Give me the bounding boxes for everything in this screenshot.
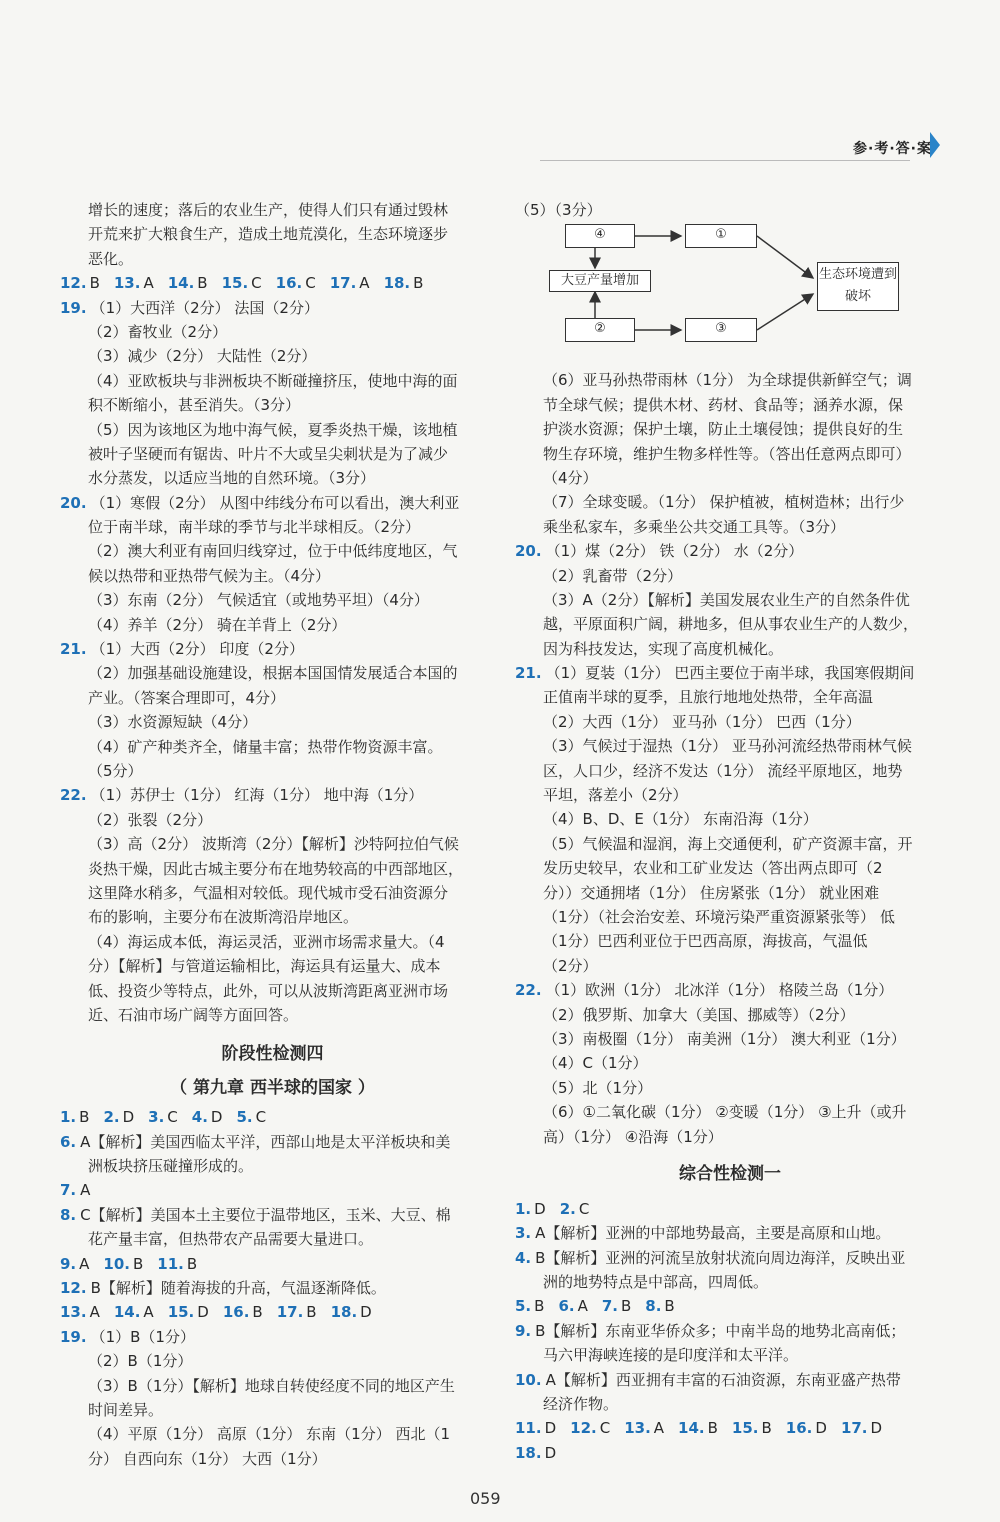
mc-answer: 14. B — [678, 1419, 718, 1438]
answer-line — [60, 296, 485, 320]
answer-line — [515, 1319, 945, 1343]
answer-text: （6）亚马孙热带雨林（1分） 为全球提供新鲜空气；调 — [543, 371, 912, 390]
question-number: 19. — [60, 1327, 87, 1346]
answer-text: 分））交通拥堵（1分） 住房紧张（1分） 就业困难 — [543, 883, 880, 902]
answer-line — [60, 1003, 485, 1027]
answer-text: A【解析】美国西临太平洋，西部山地是太平洋板块和美 — [80, 1132, 451, 1151]
answer-line — [60, 588, 485, 612]
answer-line — [515, 1416, 945, 1440]
mc-answer: 13. A — [113, 274, 154, 293]
answer-text: 经济作物。 — [543, 1395, 619, 1414]
answer-text: 乘坐私家车，多乘坐公共交通工具等。（3分） — [543, 517, 846, 536]
answer-text: （2）加强基础设施建设，根据本国国情发展适合本国的 — [88, 664, 458, 683]
page-number: 059 — [470, 1489, 501, 1508]
answer-text: （1）B（1分） — [90, 1327, 195, 1346]
answer-line — [515, 807, 945, 831]
answer-line — [515, 1100, 945, 1124]
mc-answer: 18. B — [383, 274, 424, 293]
mc-answer: 12. C — [570, 1419, 611, 1438]
answer-line — [60, 930, 485, 954]
answer-text: （1）大西洋（2分） 法国（2分） — [90, 298, 319, 317]
right-column — [515, 198, 945, 1465]
answer-text: （3）B（1分）【解析】地球自转使经度不同的地区产生 — [88, 1376, 455, 1395]
answer-line — [60, 1154, 485, 1178]
answer-text: （4）海运成本低，海运灵活，亚洲市场需求量大。（4 — [88, 932, 445, 951]
answer-text: （5）气候温和湿润，海上交通便利，矿产资源丰富，开 — [543, 834, 913, 853]
answer-text: B【解析】东南亚华侨众多；中南半岛的地势北高南低； — [535, 1321, 906, 1340]
answer-text: 马六甲海峡连接的是印度洋和太平洋。 — [543, 1346, 799, 1365]
header-divider — [540, 160, 910, 161]
answer-text: 位于南半球，南半球的季节与北半球相反。（2分） — [88, 518, 421, 537]
answer-text: 近、石油市场广阔等方面回答。 — [88, 1005, 299, 1024]
question-number: 21. — [515, 664, 542, 683]
left-answers — [60, 198, 485, 1027]
mc-answer: 3. C — [148, 1108, 178, 1127]
flow-diagram — [543, 222, 903, 368]
answer-line — [515, 442, 945, 466]
answer-line — [60, 783, 485, 807]
answer-text: （3）高（2分） 波斯湾（2分）【解析】沙特阿拉伯气候 — [88, 835, 459, 854]
answer-text: （7）全球变暖。（1分） 保护植被，植树造林；出行少 — [543, 493, 905, 512]
answer-text: （3）东南（2分） 气候适宜（或地势平坦）（4分） — [88, 591, 429, 610]
answer-line — [515, 1270, 945, 1294]
answer-line — [60, 442, 485, 466]
answer-text: 被叶子坚硬而有锯齿、叶片不大或呈尖刺状是为了减少 — [88, 444, 449, 463]
answer-line — [60, 222, 485, 246]
answer-line — [60, 1203, 485, 1227]
answer-line — [515, 417, 945, 441]
answer-text: （4）平原（1分） 高原（1分） 东南（1分） 西北（1 — [88, 1425, 451, 1444]
answer-text: 恶化。 — [88, 249, 134, 268]
answer-line — [515, 466, 945, 490]
answer-line — [515, 856, 945, 880]
mc-answer: 5. C — [236, 1108, 267, 1127]
question-number: 4. — [515, 1248, 532, 1267]
mc-answer: 17. A — [329, 274, 370, 293]
answer-line — [60, 661, 485, 685]
question-number: 6. — [60, 1132, 77, 1151]
mc-answer: 16. C — [275, 274, 316, 293]
answer-line — [60, 1398, 485, 1422]
answer-line — [60, 881, 485, 905]
answer-text: 炎热干燥，因此古城主要分布在地势较高的中西部地区， — [88, 859, 464, 878]
answer-line — [515, 1392, 945, 1416]
mc-answer: 2. D — [103, 1108, 135, 1127]
question-number: 3. — [515, 1224, 532, 1243]
answer-line — [515, 1246, 945, 1270]
answer-line — [60, 344, 485, 368]
answer-text: （1）煤（2分） 铁（2分） 水（2分） — [545, 542, 804, 561]
answer-text: 分）【解析】与管道运输相比，海运具有运量大、成本 — [88, 957, 441, 976]
answer-text: （6）①二氧化碳（1分） ②变暖（1分） ③上升（或升 — [543, 1103, 907, 1122]
answer-text: （1分）（社会治安差、环境污染严重资源紧张等） 低 — [543, 907, 895, 926]
mc-answer: 5. B — [515, 1297, 545, 1316]
answer-line — [515, 490, 945, 514]
mc-answer: 10. B — [103, 1254, 144, 1273]
answer-line — [60, 1178, 485, 1202]
mc-answer: 4. D — [191, 1108, 223, 1127]
answer-line — [60, 637, 485, 661]
answer-line — [515, 685, 945, 709]
answer-line — [60, 1276, 485, 1300]
answer-text: 时间差异。 — [88, 1400, 164, 1419]
answer-line — [60, 491, 485, 515]
answer-line — [60, 759, 485, 783]
answer-text: 发历史较早，农业和工矿业发达（答出两点即可（2 — [543, 859, 883, 878]
question-number: 7. — [60, 1181, 77, 1200]
answer-text: （4分） — [543, 468, 598, 487]
mc-answer: 17. D — [840, 1419, 883, 1438]
answer-text: （2）澳大利亚有南回归线穿过，位于中低纬度地区，气 — [88, 542, 458, 561]
answer-line — [515, 734, 945, 758]
answer-text: 区，人口少，经济不发达（1分） 流经平原地区，地势 — [543, 761, 903, 780]
mc-answer: 12. B — [60, 274, 100, 293]
answer-text: （2）B（1分） — [88, 1352, 193, 1371]
answer-text: （1）夏装（1分） 巴西主要位于南半球，我国寒假期间 — [545, 664, 915, 683]
answer-line — [515, 1368, 945, 1392]
right-answers-2 — [515, 1197, 945, 1465]
answer-text: （2）俄罗斯、加拿大（美国、挪威等）（2分） — [543, 1005, 855, 1024]
mc-answer: 15. D — [167, 1303, 209, 1322]
answer-text: （2）大西（1分） 亚马孙（1分） 巴西（1分） — [543, 712, 861, 731]
answer-line — [60, 832, 485, 856]
answer-text: 这里降水稍多，气温相对较低。现代城市受石油资源分 — [88, 883, 449, 902]
diagram-label: （5）（3分） — [515, 201, 602, 219]
answer-line — [515, 905, 945, 929]
answer-line — [60, 686, 485, 710]
answer-line — [515, 759, 945, 783]
answer-text: 产业。（答案合理即可，4分） — [88, 688, 286, 707]
header-arrow-icon — [930, 132, 940, 158]
answer-line — [60, 1130, 485, 1154]
answer-line — [60, 198, 485, 222]
question-number: 22. — [60, 786, 87, 805]
page-header: 参·考·答·案 — [853, 141, 932, 157]
answer-line — [60, 320, 485, 344]
answer-text: 增长的速度；落后的农业生产，使得人们只有通过毁林 — [88, 201, 449, 219]
answer-line — [515, 954, 945, 978]
answer-text: A【解析】亚洲的中部地势最高，主要是高原和山地。 — [535, 1224, 891, 1243]
mc-answer: 1. B — [60, 1108, 90, 1127]
answer-line — [515, 515, 945, 539]
answer-text: 高）（1分） ④沿海（1分） — [543, 1127, 723, 1146]
answer-line — [60, 979, 485, 1003]
answer-line — [60, 1349, 485, 1373]
answer-text: 水分蒸发，以适应当地的自然环境。（3分） — [88, 469, 376, 488]
answer-text: （3）气候过于湿热（1分） 亚马孙河流经热带雨林气候 — [543, 737, 912, 756]
question-number: 21. — [60, 640, 87, 659]
answer-line — [515, 393, 945, 417]
answer-line — [515, 978, 945, 1002]
answer-text: （3）水资源短缺（4分） — [88, 713, 258, 732]
right-answers — [515, 368, 945, 1149]
question-number: 20. — [60, 493, 87, 512]
answer-line — [60, 710, 485, 734]
mc-answer: 2. C — [559, 1199, 590, 1218]
answer-text: （1）苏伊士（1分） 红海（1分） 地中海（1分） — [90, 786, 424, 805]
answer-text: （4）亚欧板块与非洲板块不断碰撞挤压，使地中海的面 — [88, 371, 458, 390]
mc-answer: 16. B — [222, 1303, 263, 1322]
answer-text: 布的影响，主要分布在波斯湾沿岸地区。 — [88, 908, 359, 927]
mc-answer: 18. D — [330, 1303, 372, 1322]
answer-line — [515, 783, 945, 807]
answer-line — [60, 515, 485, 539]
answer-text: 洲板块挤压碰撞形成的。 — [88, 1157, 254, 1176]
answer-text: 平坦，落差小（2分） — [543, 786, 688, 805]
answer-line — [60, 369, 485, 393]
answer-text: （2）乳畜带（2分） — [543, 566, 683, 585]
mc-answer: 16. D — [785, 1419, 827, 1438]
mc-answer: 6. A — [558, 1297, 588, 1316]
answer-text: （2分） — [543, 956, 598, 975]
answer-line — [60, 1252, 485, 1276]
question-number: 22. — [515, 981, 542, 1000]
mc-answer: 11. B — [157, 1254, 198, 1273]
answer-line — [60, 1374, 485, 1398]
answer-line — [60, 539, 485, 563]
answer-text: （1）欧洲（1分） 北冰洋（1分） 格陵兰岛（1分） — [545, 981, 894, 1000]
question-number: 10. — [515, 1370, 542, 1389]
answer-text: 物生存环境，维护生物多样性等。（答出任意两点即可） — [543, 444, 911, 463]
answer-text: （4）C（1分） — [543, 1054, 648, 1073]
mc-answer: 8. B — [645, 1297, 675, 1316]
answer-text: （5分） — [88, 761, 143, 780]
answer-line — [515, 1343, 945, 1367]
section-title-stage-test-4: 阶段性检测四 — [221, 1044, 324, 1065]
answer-line — [515, 661, 945, 685]
answer-line — [515, 1003, 945, 1027]
answer-text: （2）张裂（2分） — [88, 810, 213, 829]
answer-text: 开荒来扩大粮食生产，造成土地荒漠化，生态环境逐步 — [88, 225, 449, 244]
mc-answer: 11. D — [515, 1419, 557, 1438]
answer-line — [60, 857, 485, 881]
answer-line — [60, 1447, 485, 1471]
answer-text: 节全球气候；提供木材、药材、食品等；涵养水源，保 — [543, 395, 904, 414]
answer-text: B【解析】亚洲的河流呈放射状流向周边海洋，反映出亚 — [535, 1248, 906, 1267]
answer-text: （4）B、D、E（1分） 东南沿海（1分） — [543, 810, 818, 829]
answer-line — [515, 1027, 945, 1051]
question-number: 12. — [60, 1279, 87, 1298]
answer-line — [515, 881, 945, 905]
diagram-result-box: 生态环境遭到破坏 — [817, 262, 899, 311]
answer-text: B【解析】随着海拔的升高，气温逐渐降低。 — [90, 1279, 386, 1298]
answer-line — [515, 1197, 945, 1221]
answer-text: C【解析】美国本土主要位于温带地区，玉米、大豆、棉 — [80, 1205, 451, 1224]
mc-answer: 13. A — [624, 1419, 665, 1438]
answer-line — [515, 1441, 945, 1465]
mc-answer: 13. A — [60, 1303, 100, 1322]
answer-text: （4）养羊（2分） 骑在羊背上（2分） — [88, 615, 347, 634]
answer-text: （5）北（1分） — [543, 1078, 653, 1097]
answer-text: （5）因为该地区为地中海气候，夏季炎热干燥，该地植 — [88, 420, 458, 439]
answer-line — [515, 1076, 945, 1100]
answer-text: 因为科技发达，实现了高度机械化。 — [543, 639, 784, 658]
answer-line — [515, 1125, 945, 1149]
mc-answer: 18. D — [515, 1443, 557, 1462]
mc-answer: 14. B — [167, 274, 208, 293]
answer-line — [515, 588, 945, 612]
question-number: 8. — [60, 1205, 77, 1224]
answer-line — [60, 466, 485, 490]
answer-text: （3）减少（2分） 大陆性（2分） — [88, 347, 317, 366]
section-title-comprehensive-test-1: 综合性检测一 — [679, 1163, 781, 1184]
answer-text: （1）寒假（2分） 从图中纬线分布可以看出，澳大利亚 — [90, 493, 460, 512]
mc-answer: 9. A — [60, 1254, 90, 1273]
section-subtitle-chapter-9: （ 第九章 西半球的国家 ） — [170, 1078, 375, 1099]
answer-line — [60, 808, 485, 832]
answer-text: 越，平原面积广阔，耕地多，但从事农业生产的人数少， — [543, 615, 919, 634]
answer-text: 洲的地势特点是中部高，四周低。 — [543, 1273, 769, 1292]
question-number: 9. — [515, 1321, 532, 1340]
answer-line — [515, 1221, 945, 1245]
mc-answer: 7. B — [601, 1297, 632, 1316]
answer-line — [60, 418, 485, 442]
question-number: 20. — [515, 542, 542, 561]
answer-line — [515, 929, 945, 953]
answer-text: （4）矿产种类齐全，储量丰富；热带作物资源丰富。 — [88, 737, 443, 756]
answer-line — [60, 1105, 485, 1129]
answer-line — [515, 832, 945, 856]
answer-text: 花产量丰富，但热带农产品需要大量进口。 — [88, 1230, 374, 1249]
diagram-box-1: ① — [685, 224, 757, 248]
answer-text: （1）大西（2分） 印度（2分） — [90, 640, 304, 659]
answer-line — [515, 368, 945, 392]
question-number: 19. — [60, 298, 87, 317]
mc-answer: 15. C — [221, 274, 262, 293]
mc-answer: 17. B — [276, 1303, 317, 1322]
diagram-box-3: ③ — [685, 318, 757, 342]
answer-line — [60, 564, 485, 588]
answer-text: A — [80, 1181, 91, 1200]
left-column — [60, 198, 485, 1471]
answer-line — [515, 539, 945, 563]
answer-text: 低、投资少等特点，此外，可以从波斯湾距离亚洲市场 — [88, 981, 449, 1000]
answer-line — [60, 247, 485, 271]
answer-text: A【解析】西亚拥有丰富的石油资源，东南亚盛产热带 — [545, 1370, 901, 1389]
answer-text: （3）A（2分）【解析】美国发展农业生产的自然条件优 — [543, 590, 910, 609]
answer-line — [515, 637, 945, 661]
answer-line — [60, 905, 485, 929]
answer-line — [60, 1422, 485, 1446]
answer-text: （3）南极圈（1分） 南美洲（1分） 澳大利亚（1分） — [543, 1029, 906, 1048]
left-answers-2 — [60, 1105, 485, 1471]
answer-text: （1分）巴西利亚位于巴西高原，海拔高，气温低 — [543, 932, 868, 951]
answer-line — [515, 1051, 945, 1075]
answer-line — [60, 613, 485, 637]
mc-answer: 15. B — [731, 1419, 772, 1438]
answer-line — [515, 612, 945, 636]
answer-line — [60, 1325, 485, 1349]
mc-answer: 14. A — [113, 1303, 154, 1322]
answer-line — [515, 564, 945, 588]
answer-text: 候以热带和亚热带气候为主。（4分） — [88, 566, 331, 585]
answer-text: 正值南半球的夏季，且旅行地地处热带，全年高温 — [543, 688, 874, 707]
answer-line — [60, 393, 485, 417]
answer-line — [515, 710, 945, 734]
answer-line — [515, 1294, 945, 1318]
diagram-box-soybean: 大豆产量增加 — [549, 270, 651, 292]
answer-line — [60, 271, 485, 295]
answer-text: 积不断缩小，甚至消失。（3分） — [88, 396, 301, 415]
mc-answer: 1. D — [515, 1199, 546, 1218]
answer-text: （2）畜牧业（2分） — [88, 322, 228, 341]
answer-text: 分） 自西向东（1分） 大西（1分） — [88, 1449, 327, 1468]
answer-line — [60, 954, 485, 978]
answer-line — [60, 1227, 485, 1251]
diagram-box-2: ② — [565, 318, 635, 342]
answer-line — [60, 1300, 485, 1324]
answer-line — [60, 735, 485, 759]
answer-text: 护淡水资源；保护土壤，防止土壤侵蚀；提供良好的生 — [543, 420, 904, 439]
diagram-box-4: ④ — [565, 224, 635, 248]
